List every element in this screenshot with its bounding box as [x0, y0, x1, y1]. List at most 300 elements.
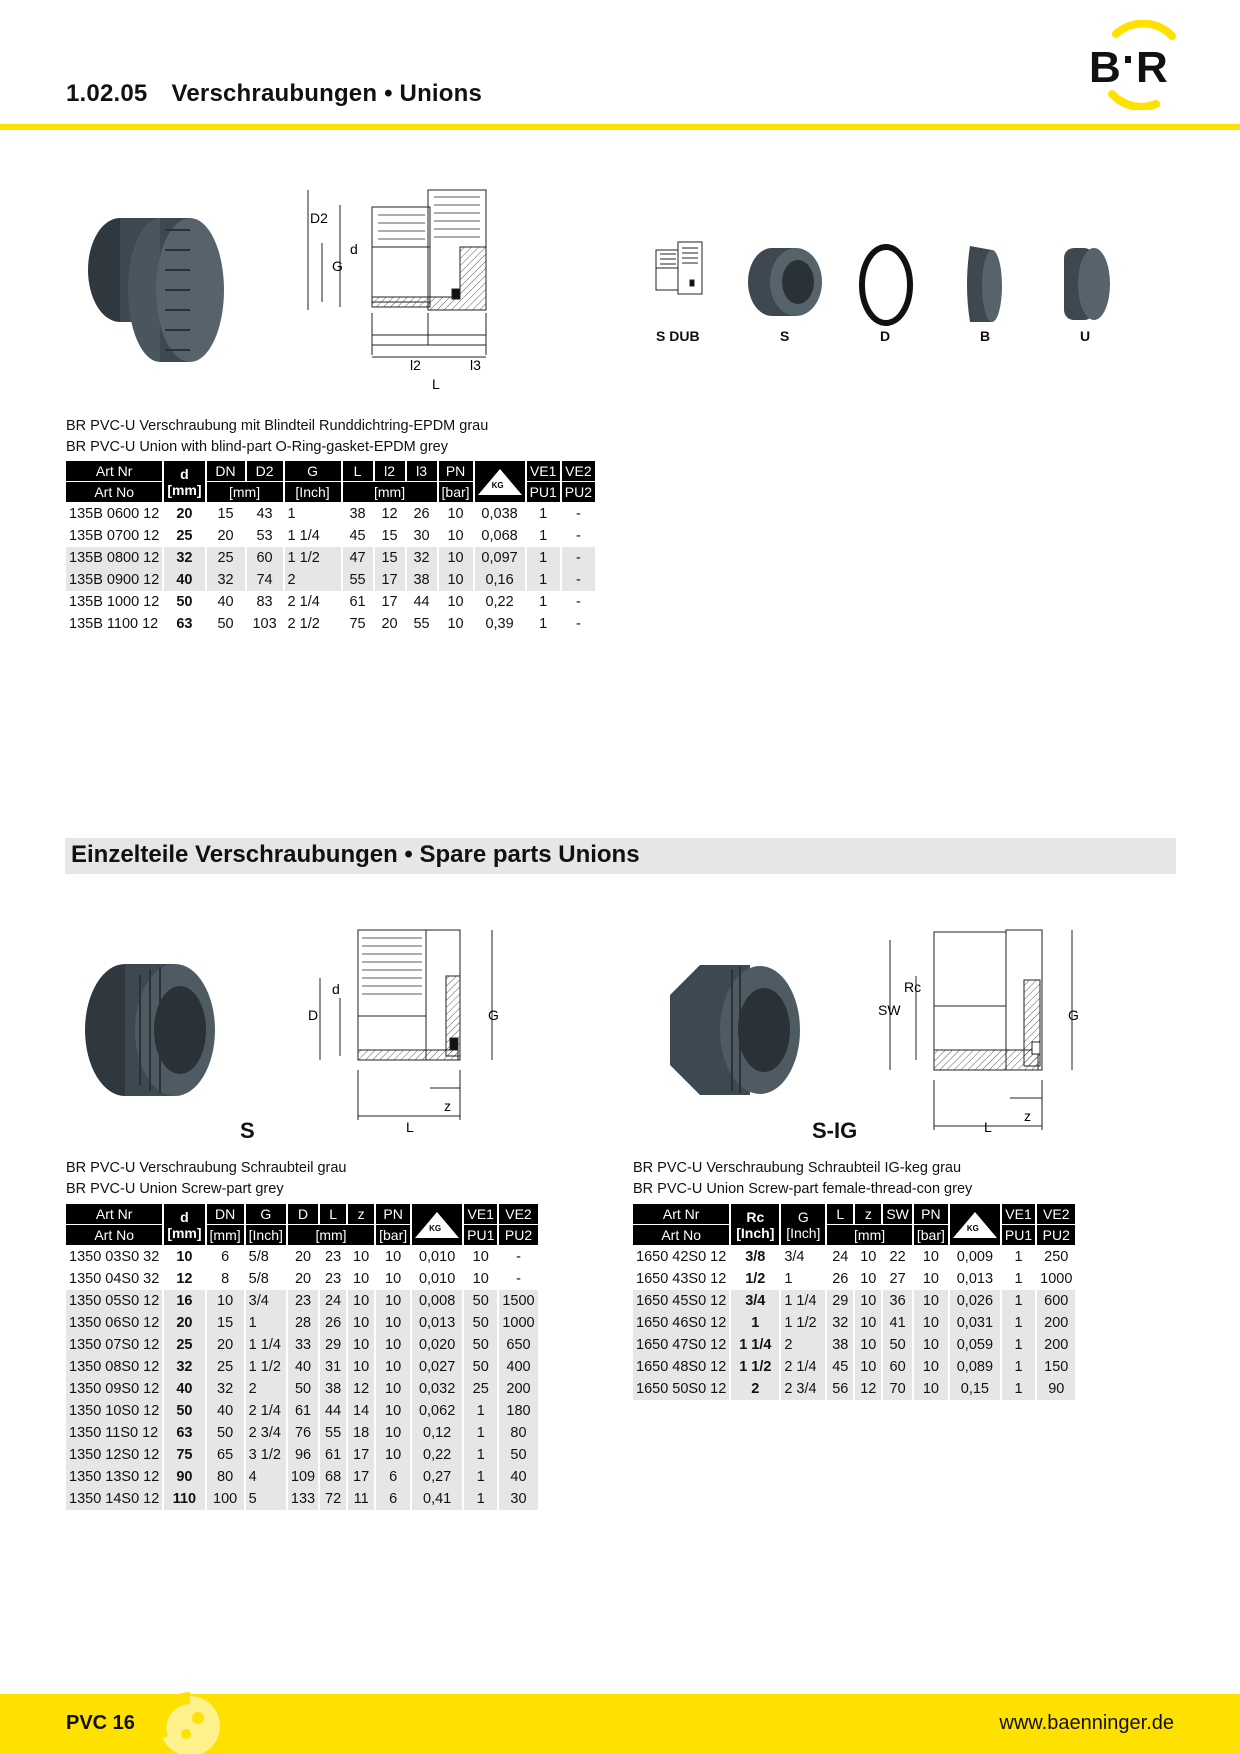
table-cell: 1350 06S0 12: [66, 1312, 162, 1334]
table-cell: 1 1/2: [285, 547, 341, 569]
table-cell: 3/4: [246, 1290, 286, 1312]
table-row: [633, 1334, 1075, 1356]
table-cell: 4: [246, 1466, 286, 1488]
table-cell: 15: [217, 506, 234, 522]
dim-L: L: [432, 376, 440, 392]
unit-inch: [Inch]: [246, 1225, 286, 1246]
table-cell: 80: [207, 1466, 244, 1488]
table-cell: 0,010: [418, 1249, 456, 1265]
table-cell: 1350 03S0 32: [69, 1249, 160, 1265]
table-cell: 1: [539, 616, 548, 632]
table-cell: 10: [472, 1271, 489, 1287]
col-g: G: [285, 461, 341, 482]
table-cell: 10: [447, 506, 464, 522]
table-cell: -: [575, 594, 581, 610]
table-row: [66, 1268, 538, 1290]
table-cell: 60: [247, 547, 283, 569]
col-z: z: [855, 1204, 881, 1225]
col-art-no: Art No: [66, 482, 162, 503]
header-rule: [0, 124, 1240, 130]
table-row: [633, 1378, 1075, 1400]
table-cell: 10: [922, 1249, 939, 1265]
table-cell: 1: [1002, 1378, 1035, 1400]
table-row: [633, 1312, 1075, 1334]
table-cell: 0,009: [956, 1249, 994, 1265]
table-cell: 32: [164, 1356, 204, 1378]
screw-part-female-spec-table: [631, 1204, 1077, 1400]
table-cell: 10: [385, 1249, 402, 1265]
table-cell: 10: [855, 1334, 881, 1356]
table-cell: 10: [439, 547, 473, 569]
table-cell: 20: [381, 616, 398, 632]
table-cell: 1350 07S0 12: [66, 1334, 162, 1356]
page-title: [66, 80, 482, 108]
union-technical-drawing: [300, 185, 520, 395]
table-cell: 17: [348, 1444, 374, 1466]
parts-label-sdub: S DUB: [656, 328, 700, 344]
col-d2: D2: [247, 461, 283, 482]
table-cell: 10: [353, 1271, 370, 1287]
table-cell: 2 1/4: [287, 594, 320, 610]
table-cell: 22: [889, 1249, 906, 1265]
screw-part-female-label: S-IG: [812, 1118, 858, 1143]
table-cell: 10: [348, 1356, 374, 1378]
table-cell: 27: [889, 1271, 906, 1287]
col-pu2: PU2: [499, 1225, 537, 1246]
table-cell: 0,031: [950, 1312, 1000, 1334]
dim-L: L: [406, 1119, 414, 1135]
table-cell: 20: [294, 1249, 312, 1265]
table-cell: 100: [207, 1488, 244, 1510]
table-cell: 1: [464, 1444, 497, 1466]
table-cell: 0,089: [950, 1356, 1000, 1378]
caption-de: BR PVC-U Verschraubung mit Blindteil Runddichtring-EPDM grau: [66, 418, 489, 434]
table-cell: 10: [855, 1356, 881, 1378]
table-cell: 0,12: [412, 1422, 462, 1444]
unit-inch: [Inch]: [285, 482, 341, 503]
table-row: [66, 613, 595, 635]
dim-z: z: [444, 1098, 451, 1114]
unit-bar: [bar]: [439, 482, 473, 503]
table-row: [66, 1312, 538, 1334]
col-l: L: [343, 461, 373, 482]
table-cell: 60: [883, 1356, 912, 1378]
union-product-photo: [80, 200, 230, 370]
table-cell: 55: [343, 569, 373, 591]
table-row: [66, 591, 595, 613]
table-cell: 10: [447, 616, 464, 632]
table-cell: 10: [922, 1271, 939, 1287]
table-cell: 110: [164, 1488, 204, 1510]
col-ve1: VE1: [1002, 1204, 1035, 1225]
table-cell: 15: [375, 547, 405, 569]
table-cell: 50: [464, 1312, 497, 1334]
table-cell: 103: [252, 616, 277, 632]
table-cell: 10: [376, 1334, 410, 1356]
table-cell: 18: [348, 1422, 374, 1444]
table-cell: 90: [164, 1466, 204, 1488]
col-g: G: [246, 1204, 286, 1225]
table-cell: 38: [320, 1378, 346, 1400]
table-cell: 30: [413, 528, 430, 544]
weight-icon: KG: [478, 469, 522, 495]
table-cell: 1 1/2: [731, 1356, 779, 1378]
table-cell: 133: [288, 1488, 318, 1510]
table-cell: 10: [914, 1356, 948, 1378]
parts-label-b: B: [980, 328, 991, 344]
caption-de: BR PVC-U Verschraubung Schraubteil grau: [66, 1160, 347, 1176]
table-cell: -: [575, 506, 581, 522]
table-cell: 38: [349, 506, 366, 522]
dim-D: D: [308, 1007, 319, 1023]
table-cell: 0,010: [418, 1271, 456, 1287]
table-cell: 1: [464, 1400, 497, 1422]
col-art-no: Art No: [66, 1225, 162, 1246]
table-cell: 135B 0700 12: [69, 528, 160, 544]
table-cell: 50: [464, 1334, 497, 1356]
table-cell: 1650 47S0 12: [633, 1334, 729, 1356]
table-cell: 5/8: [248, 1249, 269, 1265]
table-cell: 135B 1100 12: [69, 616, 159, 632]
table-row: [66, 547, 595, 569]
table-cell: 0,097: [475, 547, 525, 569]
table-cell: -: [562, 547, 595, 569]
table-cell: 32: [207, 569, 245, 591]
dim-Rc: Rc: [904, 979, 922, 995]
dim-l2: l2: [410, 357, 421, 373]
svg-text:R: R: [1136, 43, 1168, 92]
table-cell: 0,059: [950, 1334, 1000, 1356]
col-pu1: PU1: [527, 482, 560, 503]
table-cell: 25: [176, 528, 193, 544]
footer-brand-mark: [150, 1688, 230, 1754]
col-d-unit: [mm]: [167, 1224, 202, 1241]
dim-G: G: [1068, 1007, 1079, 1023]
spare-parts-section-bar: [65, 838, 1176, 874]
table-cell: 32: [164, 547, 204, 569]
weight-icon: KG: [953, 1212, 997, 1238]
table-cell: 1350 08S0 12: [66, 1356, 162, 1378]
table-cell: 33: [288, 1334, 318, 1356]
table-cell: 10: [447, 594, 464, 610]
table-cell: 2: [781, 1334, 825, 1356]
table-cell: 25: [464, 1378, 497, 1400]
unit-mm: [mm]: [207, 1225, 244, 1246]
table-cell: 23: [325, 1271, 342, 1287]
table-cell: 40: [207, 1400, 244, 1422]
table-cell: -: [575, 616, 581, 632]
part-photo-S: [742, 242, 828, 322]
table-cell: 36: [883, 1290, 912, 1312]
table-cell: 10: [860, 1249, 877, 1265]
table-cell: 50: [207, 1422, 244, 1444]
table-cell: 45: [827, 1356, 853, 1378]
table-cell: 135B 0900 12: [66, 569, 162, 591]
table-cell: 63: [176, 616, 193, 632]
table-cell: 80: [499, 1422, 537, 1444]
dim-z: z: [1024, 1108, 1031, 1124]
table-cell: 50: [499, 1444, 537, 1466]
screw-part-photo: [80, 955, 230, 1105]
table-cell: 2 1/4: [246, 1400, 286, 1422]
parts-label-d: D: [880, 328, 891, 344]
caption-en: BR PVC-U Union Screw-part grey: [66, 1181, 284, 1197]
part-photo-U: [1058, 242, 1114, 328]
table-cell: 28: [288, 1312, 318, 1334]
parts-drawing-SDUB: [652, 240, 708, 312]
col-dn: DN: [207, 461, 245, 482]
table-cell: 0,013: [956, 1271, 994, 1287]
table-cell: 1: [539, 506, 548, 522]
dim-D2: D2: [310, 210, 328, 226]
table-cell: 50: [464, 1290, 497, 1312]
table-cell: 1 1/4: [246, 1334, 286, 1356]
table-cell: -: [562, 569, 595, 591]
table-row: [66, 1422, 538, 1444]
col-rc: Rc: [746, 1208, 765, 1225]
spare-parts-title: Einzelteile Verschraubungen • Spare parts Unions: [71, 841, 640, 868]
table-cell: 1 1/4: [287, 528, 320, 544]
table-cell: 1: [1002, 1312, 1035, 1334]
table-cell: 0,008: [412, 1290, 462, 1312]
table-cell: 75: [349, 616, 366, 632]
table-cell: 12: [855, 1378, 881, 1400]
col-kg: [950, 1204, 1000, 1246]
col-l: L: [827, 1204, 853, 1225]
table-row: [66, 1378, 538, 1400]
table-cell: 61: [349, 594, 366, 610]
table-cell: 1350 12S0 12: [66, 1444, 162, 1466]
table-cell: 26: [832, 1271, 849, 1287]
table-cell: 17: [375, 569, 405, 591]
screw-part-female-drawing: [870, 920, 1090, 1135]
table-cell: 0,032: [412, 1378, 462, 1400]
unit-bar: [bar]: [376, 1225, 410, 1246]
table-cell: 15: [381, 528, 398, 544]
table-cell: 20: [176, 506, 193, 522]
table-cell: 650: [499, 1334, 537, 1356]
col-g-unit: [Inch]: [786, 1224, 821, 1241]
table-row: [633, 1268, 1075, 1290]
table-cell: 1000: [499, 1312, 537, 1334]
table-cell: 50: [217, 616, 234, 632]
table-cell: 135B 0800 12: [66, 547, 162, 569]
table-cell: 0,026: [950, 1290, 1000, 1312]
col-l2: l2: [375, 461, 405, 482]
table-cell: 1500: [499, 1290, 537, 1312]
col-l3: l3: [407, 461, 437, 482]
screw-part-female-caption: [633, 1158, 972, 1200]
table-cell: 10: [376, 1422, 410, 1444]
table-cell: 1: [731, 1312, 779, 1334]
section1-caption: [66, 416, 488, 458]
table-row: [66, 1400, 538, 1422]
col-rc-unit: [Inch]: [736, 1224, 775, 1241]
table-cell: 10: [914, 1334, 948, 1356]
table-cell: 53: [256, 528, 273, 544]
table-cell: 50: [288, 1378, 318, 1400]
table-cell: 10: [385, 1271, 402, 1287]
table-cell: 45: [349, 528, 366, 544]
table-cell: 40: [164, 1378, 204, 1400]
col-kg: [412, 1204, 462, 1246]
table-cell: 12: [348, 1378, 374, 1400]
table-cell: 2 3/4: [246, 1422, 286, 1444]
table-row: [66, 1466, 538, 1488]
table-cell: 74: [247, 569, 283, 591]
table-cell: 1350 14S0 12: [66, 1488, 162, 1510]
table-cell: 55: [320, 1422, 346, 1444]
table-cell: 2: [285, 569, 341, 591]
screw-part-caption: [66, 1158, 346, 1200]
col-ve1: VE1: [464, 1204, 497, 1225]
table-cell: 1: [1014, 1271, 1023, 1287]
table-cell: 200: [1037, 1334, 1075, 1356]
table-row: [633, 1246, 1075, 1268]
dim-d: d: [350, 241, 358, 257]
col-ve2: VE2: [1037, 1204, 1075, 1225]
table-cell: 20: [164, 1312, 204, 1334]
table-cell: 1: [287, 506, 296, 522]
table-cell: 10: [353, 1249, 370, 1265]
table-cell: 25: [207, 1356, 244, 1378]
table-cell: 75: [164, 1444, 204, 1466]
table-cell: 26: [413, 506, 430, 522]
table-cell: 10: [860, 1271, 877, 1287]
table-cell: 1 1/4: [731, 1334, 779, 1356]
table-cell: 76: [288, 1422, 318, 1444]
col-D: D: [288, 1204, 318, 1225]
table-cell: 1: [464, 1488, 497, 1510]
table-cell: 10: [855, 1312, 881, 1334]
table-cell: 1: [784, 1271, 793, 1287]
table-cell: 24: [832, 1249, 849, 1265]
table-cell: 150: [1037, 1356, 1075, 1378]
col-pn: PN: [439, 461, 473, 482]
unit-mm: [mm]: [207, 482, 283, 503]
table-cell: 1: [1014, 1249, 1023, 1265]
table-cell: 40: [499, 1466, 537, 1488]
table-cell: 135B 0600 12: [69, 506, 160, 522]
table-cell: 10: [376, 1378, 410, 1400]
table-cell: 14: [348, 1400, 374, 1422]
table-cell: 2 3/4: [781, 1378, 825, 1400]
table-cell: 40: [164, 569, 204, 591]
table-cell: 6: [376, 1488, 410, 1510]
table-cell: 25: [164, 1334, 204, 1356]
table-cell: 1: [539, 528, 548, 544]
table-cell: 1: [527, 547, 560, 569]
table-cell: 10: [914, 1312, 948, 1334]
table-cell: 29: [827, 1290, 853, 1312]
table-cell: 1650 46S0 12: [633, 1312, 729, 1334]
table-cell: 26: [320, 1312, 346, 1334]
col-art-nr: Art Nr: [66, 1204, 162, 1225]
table-cell: 1: [1002, 1290, 1035, 1312]
col-dn: DN: [207, 1204, 244, 1225]
table-cell: 200: [1037, 1312, 1075, 1334]
table-cell: 10: [376, 1400, 410, 1422]
table-row: [66, 503, 595, 525]
table-cell: 30: [499, 1488, 537, 1510]
table-row: [66, 1488, 538, 1510]
col-pu1: PU1: [464, 1225, 497, 1246]
table-cell: 23: [325, 1249, 342, 1265]
table-cell: 20: [217, 528, 234, 544]
table-cell: 38: [827, 1334, 853, 1356]
col-pn: PN: [914, 1204, 948, 1225]
table-cell: 0,16: [475, 569, 525, 591]
part-photo-B: [962, 242, 1012, 328]
table-cell: 0,068: [481, 528, 518, 544]
website-link[interactable]: www.baenninger.de: [999, 1712, 1174, 1734]
col-ve2: VE2: [499, 1204, 537, 1225]
table-cell: 1 1/2: [781, 1312, 825, 1334]
table-cell: 31: [320, 1356, 346, 1378]
table-cell: 10: [914, 1378, 948, 1400]
table-cell: 61: [288, 1400, 318, 1422]
table-cell: 0,013: [412, 1312, 462, 1334]
table-cell: 109: [288, 1466, 318, 1488]
table-cell: 1: [1002, 1334, 1035, 1356]
col-sw: SW: [883, 1204, 912, 1225]
table-cell: 55: [413, 616, 430, 632]
dim-L: L: [984, 1119, 992, 1135]
dim-SW: SW: [878, 1002, 901, 1018]
table-row: [66, 569, 595, 591]
col-ve1: VE1: [527, 461, 560, 482]
table-cell: 2: [246, 1378, 286, 1400]
col-art-nr: Art Nr: [66, 461, 162, 482]
screw-part-female-photo: [660, 955, 820, 1105]
table-cell: 10: [376, 1444, 410, 1466]
table-cell: 10: [376, 1356, 410, 1378]
table-cell: -: [516, 1271, 521, 1287]
caption-en: BR PVC-U Union with blind-part O-Ring-gasket-EPDM grey: [66, 439, 448, 455]
table-cell: 1650 48S0 12: [633, 1356, 729, 1378]
table-cell: 1650 42S0 12: [636, 1249, 727, 1265]
table-cell: 1: [539, 594, 548, 610]
table-cell: 0,41: [412, 1488, 462, 1510]
table-cell: 1: [464, 1466, 497, 1488]
table-cell: 17: [381, 594, 398, 610]
table-cell: 90: [1037, 1378, 1075, 1400]
table-cell: 10: [207, 1290, 244, 1312]
table-cell: 40: [217, 594, 234, 610]
table-row: [66, 1290, 538, 1312]
unit-mm-2: [mm]: [288, 1225, 374, 1246]
table-row: [66, 1356, 538, 1378]
table-cell: 20: [207, 1334, 244, 1356]
table-cell: 10: [472, 1249, 489, 1265]
table-cell: 135B 1000 12: [69, 594, 160, 610]
table-cell: 1650 45S0 12: [633, 1290, 729, 1312]
dim-G: G: [332, 258, 343, 274]
dim-l3: l3: [470, 357, 481, 373]
table-cell: 47: [343, 547, 373, 569]
table-cell: 0,038: [481, 506, 518, 522]
table-cell: 1350 05S0 12: [66, 1290, 162, 1312]
table-cell: 2: [731, 1378, 779, 1400]
screw-part-spec-table: [64, 1204, 540, 1510]
table-cell: 10: [348, 1334, 374, 1356]
table-cell: 1 1/4: [781, 1290, 825, 1312]
col-d: d: [180, 465, 189, 482]
table-cell: 63: [164, 1422, 204, 1444]
table-cell: 10: [447, 528, 464, 544]
table-cell: 0,27: [412, 1466, 462, 1488]
table-cell: 10: [348, 1312, 374, 1334]
